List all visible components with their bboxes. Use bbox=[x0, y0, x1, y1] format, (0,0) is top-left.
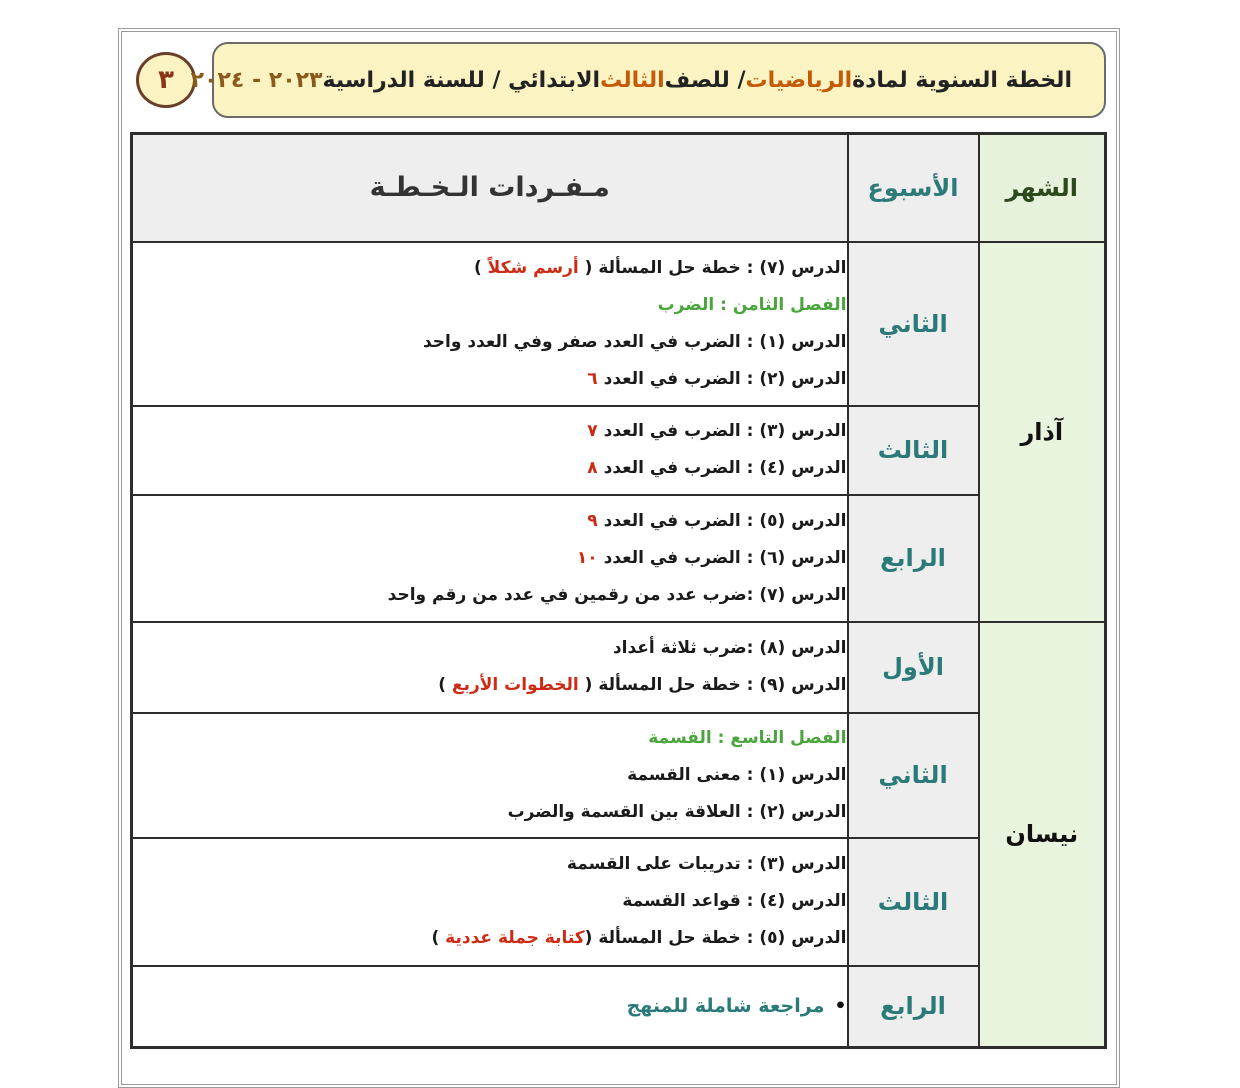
header-items: مـفـردات الـخـطـة bbox=[132, 134, 848, 242]
table-row bbox=[132, 966, 1106, 1048]
month-nisan: نيسان bbox=[979, 622, 1106, 1048]
items-cell bbox=[132, 495, 848, 622]
items-cell bbox=[132, 838, 848, 966]
lesson-line: الدرس (٦) : الضرب في العدد ١٠ bbox=[576, 547, 847, 568]
lesson-line: الدرس (٩) : خطة حل المسألة ( الخطوات الأربع ) bbox=[438, 675, 847, 695]
lesson-line: الدرس (٣) : تدريبات على القسمة bbox=[566, 854, 847, 874]
table-row bbox=[132, 622, 1106, 713]
page-number: ٣ bbox=[158, 65, 174, 95]
page-number-badge bbox=[136, 52, 196, 108]
table-row bbox=[132, 838, 1106, 966]
table-row bbox=[132, 713, 1106, 838]
lesson-line: الدرس (٢) : العلاقة بين القسمة والضرب bbox=[507, 801, 847, 822]
lesson-line: الدرس (٤) : قواعد القسمة bbox=[622, 891, 847, 911]
review-text: مراجعة شاملة للمنهج bbox=[626, 995, 825, 1018]
table-header-row bbox=[132, 134, 1106, 242]
chapter-line: الفصل الثامن : الضرب bbox=[657, 294, 847, 315]
plan-table bbox=[130, 132, 1107, 1049]
title-subject: الرياضيات bbox=[745, 67, 853, 93]
items-cell bbox=[132, 406, 848, 495]
page-title bbox=[190, 42, 1106, 118]
lesson-line: الدرس (٥) : خطة حل المسألة (كتابة جملة عددية ) bbox=[431, 928, 847, 948]
lesson-line: الدرس (٨) :ضرب ثلاثة أعداد bbox=[612, 638, 847, 658]
items-cell bbox=[132, 713, 848, 838]
table-row bbox=[132, 406, 1106, 495]
lesson-line: الدرس (٣) : الضرب في العدد ٧ bbox=[587, 421, 847, 441]
week-cell: الثالث bbox=[848, 406, 979, 495]
week-cell: الرابع bbox=[848, 495, 979, 622]
header-month: الشهر bbox=[979, 134, 1106, 242]
week-cell: الثاني bbox=[848, 713, 979, 838]
bullet-icon: • bbox=[834, 995, 847, 1018]
title-part2: / للصف bbox=[664, 67, 746, 93]
title-years: ٢٠٢٣ - ٢٠٢٤ bbox=[190, 67, 323, 93]
table-row bbox=[132, 495, 1106, 622]
items-cell bbox=[132, 242, 848, 406]
lesson-line: الدرس (٢) : الضرب في العدد ٦ bbox=[587, 368, 847, 389]
lesson-line: الدرس (٤) : الضرب في العدد ٨ bbox=[587, 458, 847, 478]
week-cell: الرابع bbox=[848, 966, 979, 1048]
month-adhar: آذار bbox=[979, 242, 1106, 622]
lesson-line: الدرس (١) : الضرب في العدد صفر وفي العدد واحد bbox=[422, 331, 847, 352]
title-grade: الثالث bbox=[600, 67, 665, 93]
table-row bbox=[132, 242, 1106, 406]
week-cell: الثاني bbox=[848, 242, 979, 406]
review-cell bbox=[132, 966, 848, 1048]
lesson-line: الدرس (٧) : خطة حل المسألة ( أرسم شكلاً ) bbox=[473, 257, 847, 278]
lesson-line: الدرس (١) : معنى القسمة bbox=[627, 764, 847, 785]
week-cell: الأول bbox=[848, 622, 979, 713]
header-week: الأسبوع bbox=[848, 134, 979, 242]
title-part1: الخطة السنوية لمادة bbox=[852, 67, 1072, 93]
chapter-line: الفصل التاسع : القسمة bbox=[648, 727, 847, 748]
week-cell: الثالث bbox=[848, 838, 979, 966]
items-cell bbox=[132, 622, 848, 713]
title-part3: الابتدائي / للسنة الدراسية bbox=[322, 67, 601, 93]
lesson-line: الدرس (٧) :ضرب عدد من رقمين في عدد من رقم واحد bbox=[387, 584, 847, 605]
lesson-line: الدرس (٥) : الضرب في العدد ٩ bbox=[587, 510, 847, 531]
